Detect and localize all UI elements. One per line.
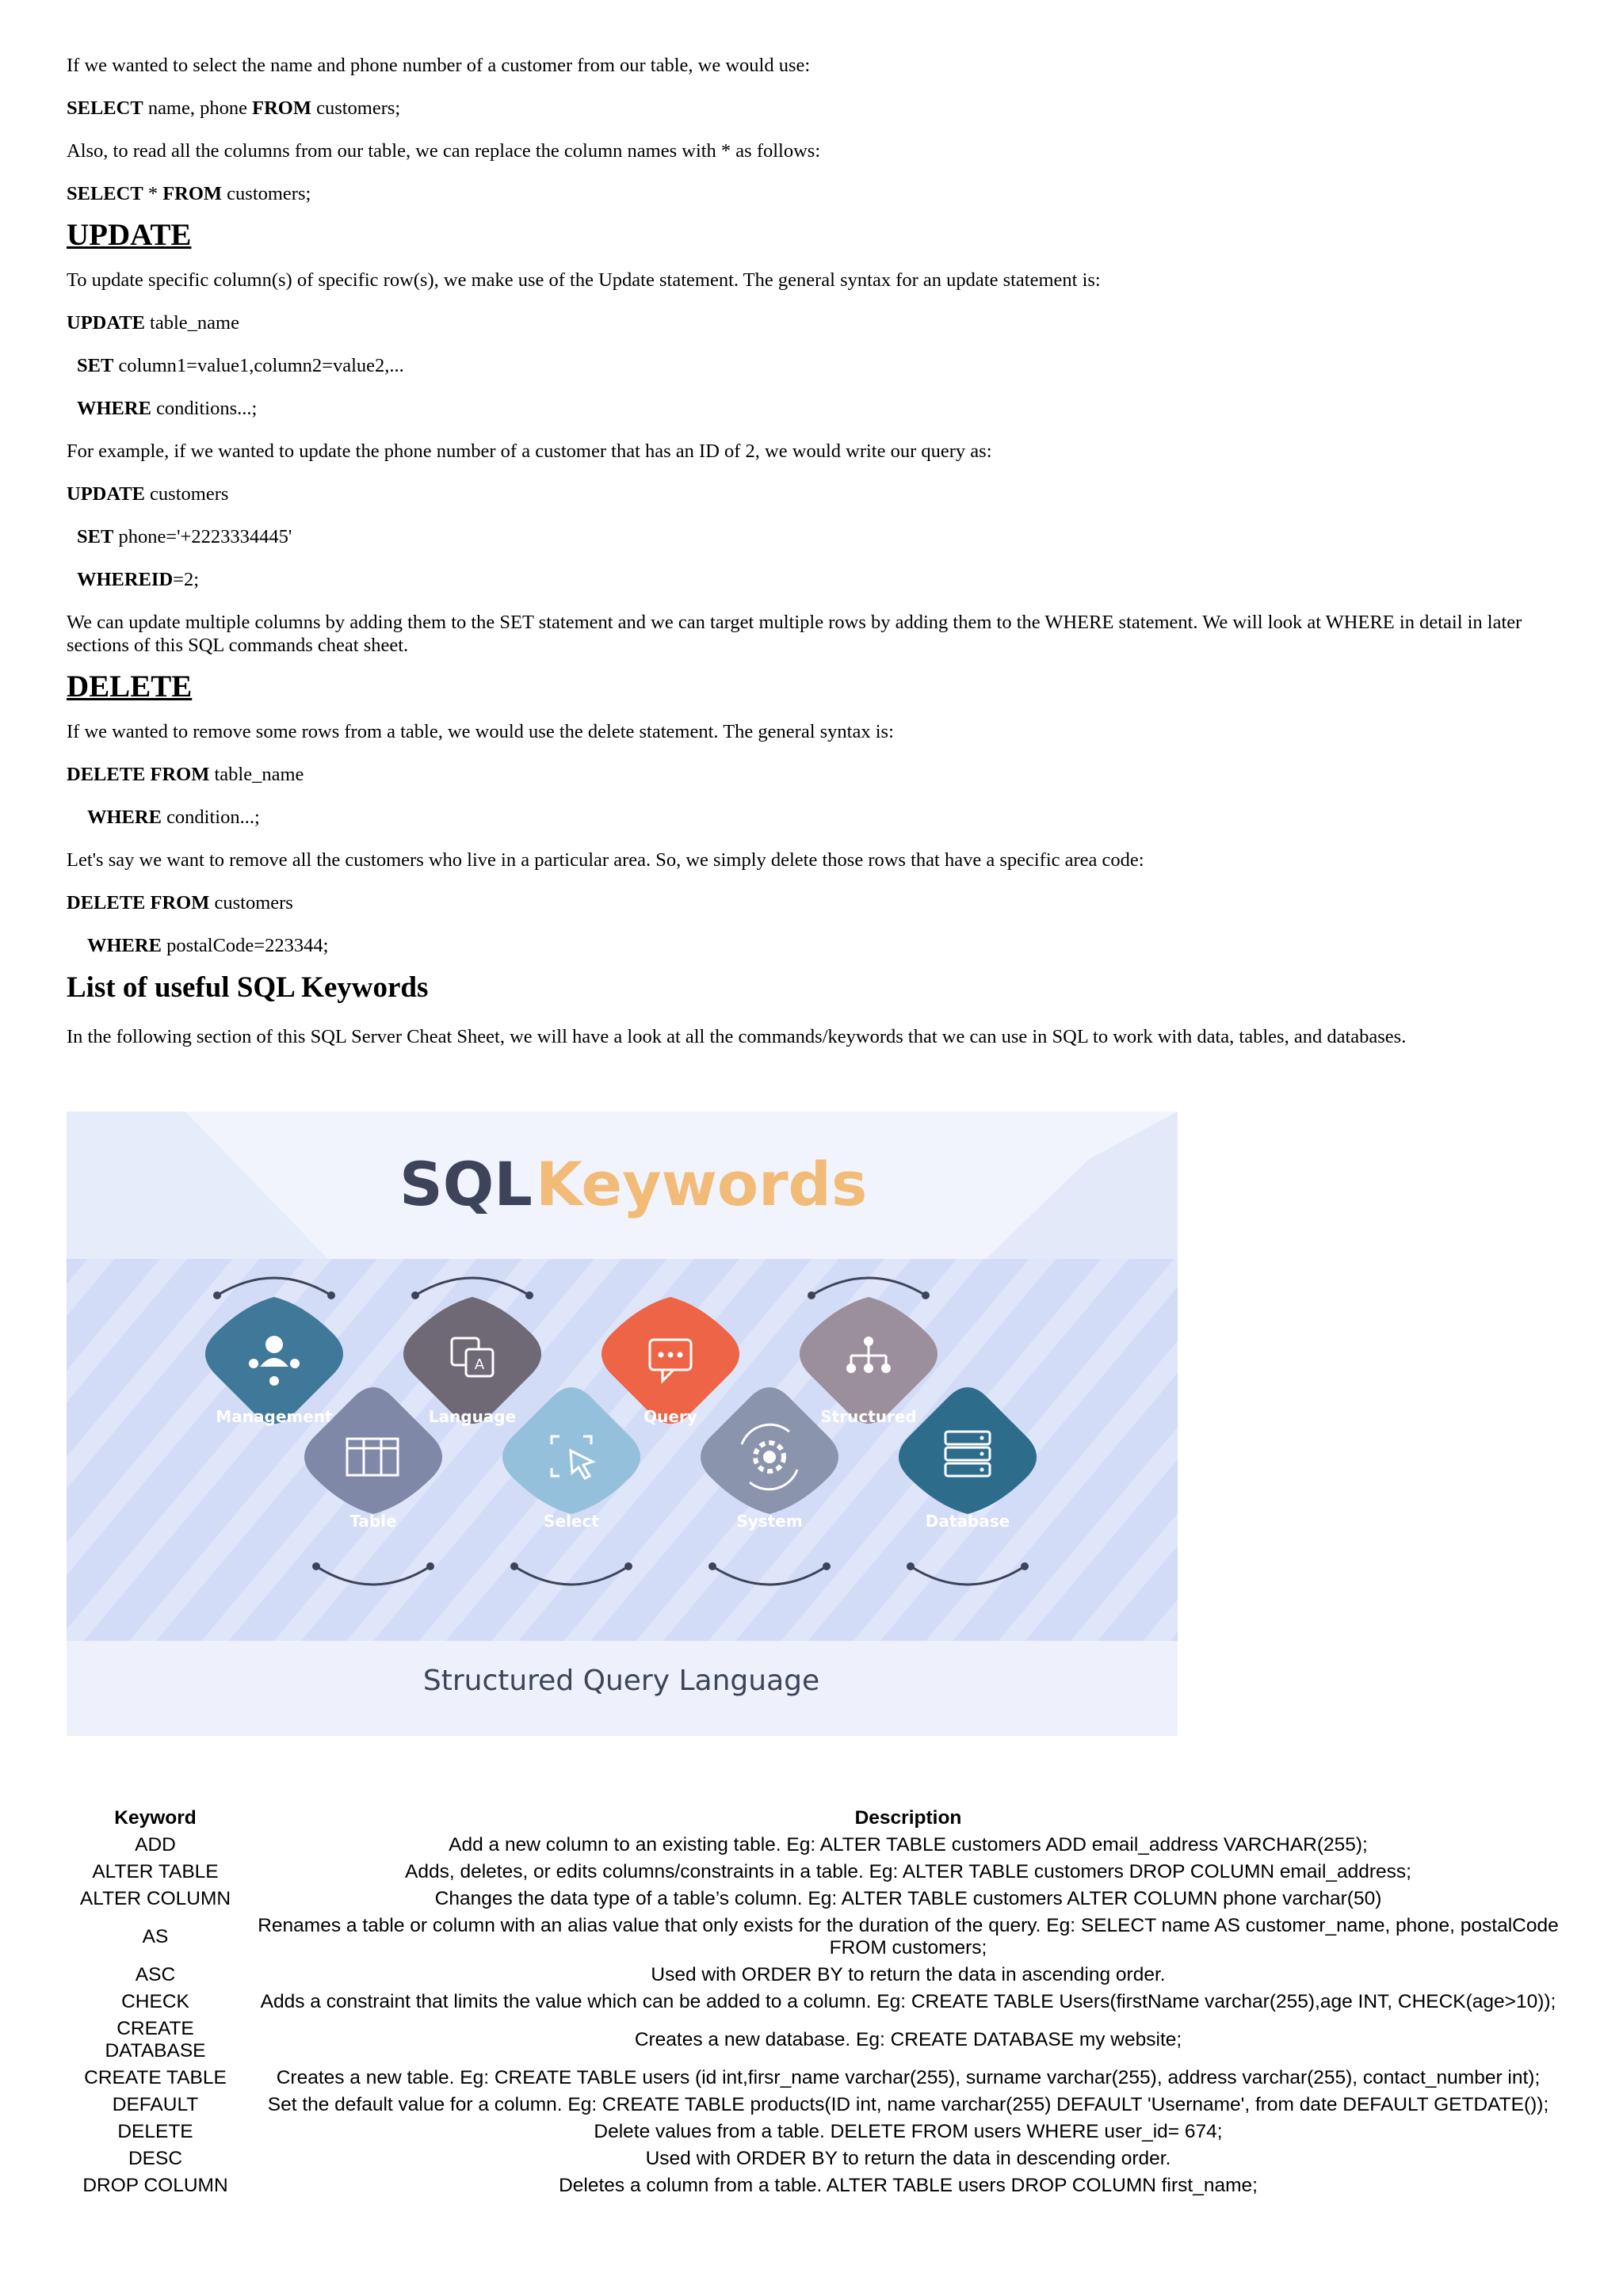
description-cell: Add a new column to an existing table. Eg: ALTER TABLE customers ADD email_address VARCHAR(255);	[449, 1834, 1368, 1855]
delete-syntax-line	[67, 763, 1572, 786]
code-keyword: FROM	[252, 97, 311, 119]
table-row	[67, 1989, 1572, 2016]
code-text: conditions...;	[151, 398, 258, 419]
code-keyword: DELETE FROM	[67, 764, 210, 785]
table-row	[67, 1832, 1572, 1859]
keyword-cell: DESC	[128, 2148, 183, 2169]
table-row	[67, 2145, 1572, 2172]
description-cell: Renames a table or column with an alias value that only exists for the duration of the query. Eg: SELECT name AS customer_name, phone, postalCode FROM customers;	[258, 1915, 1559, 1958]
keyword-cell: ASC	[135, 1964, 176, 1985]
code-text: customers	[144, 483, 229, 505]
keywords-intro-paragraph: In the following section of this SQL Server Cheat Sheet, we will have a look at all the commands/keywords that we can use in SQL to work with data, tables, and databases.	[67, 1026, 1407, 1047]
code-keyword: WHERE	[87, 935, 162, 956]
sql-keywords-banner	[67, 1112, 1178, 1736]
delete-paragraph-2: Let's say we want to remove all the customers who live in a particular area. So, we simply delete those rows that have a specific area code:	[67, 849, 1144, 871]
delete-paragraph-1: If we wanted to remove some rows from a table, we would use the delete statement. The general syntax is:	[67, 721, 894, 742]
keyword-cell: ALTER TABLE	[92, 1861, 219, 1882]
banner-subtitle: Structured Query Language	[422, 1665, 820, 1697]
code-text: table_name	[144, 312, 239, 334]
keyword-cell: ALTER COLUMN	[79, 1888, 231, 1909]
keyword-cell: ADD	[135, 1834, 176, 1855]
code-text: condition...;	[161, 807, 260, 828]
delete-syntax-line	[67, 806, 1572, 829]
update-example-line	[67, 525, 1572, 548]
tile-label: Database	[925, 1512, 1010, 1531]
delete-example-line	[67, 934, 1572, 957]
update-paragraph-2: For example, if we wanted to update the phone number of a customer that has an ID of 2, we would write our query as:	[67, 441, 992, 462]
code-keyword: DELETE FROM	[67, 892, 210, 913]
banner-graphic	[67, 1112, 1178, 1736]
code-text: postalCode=223344;	[161, 935, 329, 956]
code-keyword: SELECT	[67, 183, 143, 204]
code-keyword: SET	[77, 355, 114, 376]
keyword-cell: DELETE	[117, 2121, 193, 2142]
table-row	[67, 1859, 1572, 1886]
description-cell: Adds, deletes, or edits columns/constraints in a table. Eg: ALTER TABLE customers DROP COLUMN email_address;	[404, 1861, 1411, 1882]
table-row	[67, 1886, 1572, 1913]
description-cell: Deletes a column from a table. ALTER TABLE users DROP COLUMN first_name;	[559, 2175, 1258, 2196]
intro-paragraph-2: Also, to read all the columns from our table, we can replace the column names with * as follows:	[67, 140, 821, 162]
tile-label: Language	[428, 1407, 517, 1426]
tile-label: Select	[544, 1512, 599, 1531]
table-row	[67, 2065, 1572, 2092]
code-keyword: SELECT	[67, 97, 143, 119]
update-syntax-line	[67, 311, 1572, 334]
code-keyword: SET	[77, 526, 114, 547]
tile-label: Structured	[820, 1407, 917, 1426]
code-text: customers	[209, 892, 293, 913]
tile-label: Management	[216, 1407, 333, 1426]
keyword-cell: CREATE DATABASE	[105, 2018, 206, 2061]
description-cell: Used with ORDER BY to return the data in ascending order.	[651, 1964, 1166, 1985]
intro-paragraph-1: If we wanted to select the name and phone number of a customer from our table, we would use:	[67, 55, 811, 76]
description-cell: Set the default value for a column. Eg: CREATE TABLE products(ID int, name varchar(255) DEFAULT 'Username', from date DEFAULT GETDATE());	[267, 2094, 1549, 2115]
update-example-line	[67, 568, 1572, 591]
code-text: *	[143, 183, 163, 204]
description-cell: Creates a new table. Eg: CREATE TABLE users (id int,firsr_name varchar(255), surname varchar(255), address varchar(255), contact_number int);	[276, 2067, 1541, 2088]
keyword-cell: DROP COLUMN	[82, 2175, 228, 2196]
tile-label: Query	[643, 1407, 697, 1426]
code-text: table_name	[209, 764, 304, 785]
keyword-cell: CHECK	[121, 1991, 189, 2012]
column-header-keyword: Keyword	[114, 1807, 197, 1829]
update-syntax-line	[67, 397, 1572, 420]
update-paragraph-1: To update specific column(s) of specific row(s), we make use of the Update statement. The general syntax for an update statement is:	[67, 269, 1101, 291]
code-text: name, phone	[143, 97, 253, 119]
tile-label: Table	[349, 1512, 397, 1531]
delete-heading: DELETE	[67, 669, 193, 704]
code-keyword: UPDATE	[67, 312, 145, 334]
sql-keywords-table	[67, 1805, 1572, 2199]
keyword-cell: CREATE TABLE	[84, 2067, 227, 2088]
table-row	[67, 1962, 1572, 1989]
keyword-cell: AS	[142, 1926, 169, 1947]
code-keyword: FROM	[162, 183, 223, 204]
keywords-heading: List of useful SQL Keywords	[67, 971, 429, 1004]
code-text: phone='+2223334445'	[113, 526, 292, 547]
select-example-code	[67, 97, 1572, 120]
table-row	[67, 2016, 1572, 2065]
description-cell: Used with ORDER BY to return the data in descending order.	[645, 2148, 1171, 2169]
table-row	[67, 2172, 1572, 2199]
update-example-line	[67, 482, 1572, 505]
code-keyword: WHERE	[87, 807, 162, 828]
code-text: =2;	[173, 569, 200, 590]
code-keyword: UPDATE	[67, 483, 145, 505]
update-syntax-line	[67, 354, 1572, 377]
column-header-description: Description	[854, 1807, 962, 1829]
keyword-cell: DEFAULT	[112, 2094, 199, 2115]
code-text: customers;	[222, 183, 311, 204]
document-page	[67, 54, 1572, 1068]
description-cell: Creates a new database. Eg: CREATE DATABASE my website;	[634, 2029, 1182, 2050]
code-text: column1=value1,column2=value2,...	[113, 355, 404, 376]
table-header-row	[67, 1805, 1572, 1832]
code-keyword: WHERE	[77, 398, 151, 419]
code-text: customers;	[311, 97, 401, 119]
table-row	[67, 2092, 1572, 2119]
update-heading: UPDATE	[67, 218, 192, 252]
table-row	[67, 1913, 1572, 1962]
select-all-code	[67, 182, 1572, 205]
description-cell: Delete values from a table. DELETE FROM users WHERE user_id= 674;	[594, 2121, 1223, 2142]
code-keyword: WHEREID	[77, 569, 174, 590]
banner-title-sql: SQL	[399, 1149, 533, 1219]
delete-example-line	[67, 891, 1572, 914]
svg-text:A: A	[474, 1356, 485, 1373]
update-paragraph-3: We can update multiple columns by adding them to the SET statement and we can target multiple rows by adding them to the WHERE statement. We will look at WHERE in detail in later sections of this SQL commands cheat sheet.	[67, 612, 1522, 656]
description-cell: Adds a constraint that limits the value which can be added to a column. Eg: CREATE TABLE Users(firstName varchar(255),age INT, CHECK(age>10));	[260, 1991, 1556, 2012]
table-row	[67, 2119, 1572, 2145]
tile-label: System	[736, 1512, 803, 1531]
banner-title-keywords: Keywords	[536, 1149, 868, 1219]
description-cell: Changes the data type of a table’s column. Eg: ALTER TABLE customers ALTER COLUMN phone varchar(50)	[434, 1888, 1382, 1909]
